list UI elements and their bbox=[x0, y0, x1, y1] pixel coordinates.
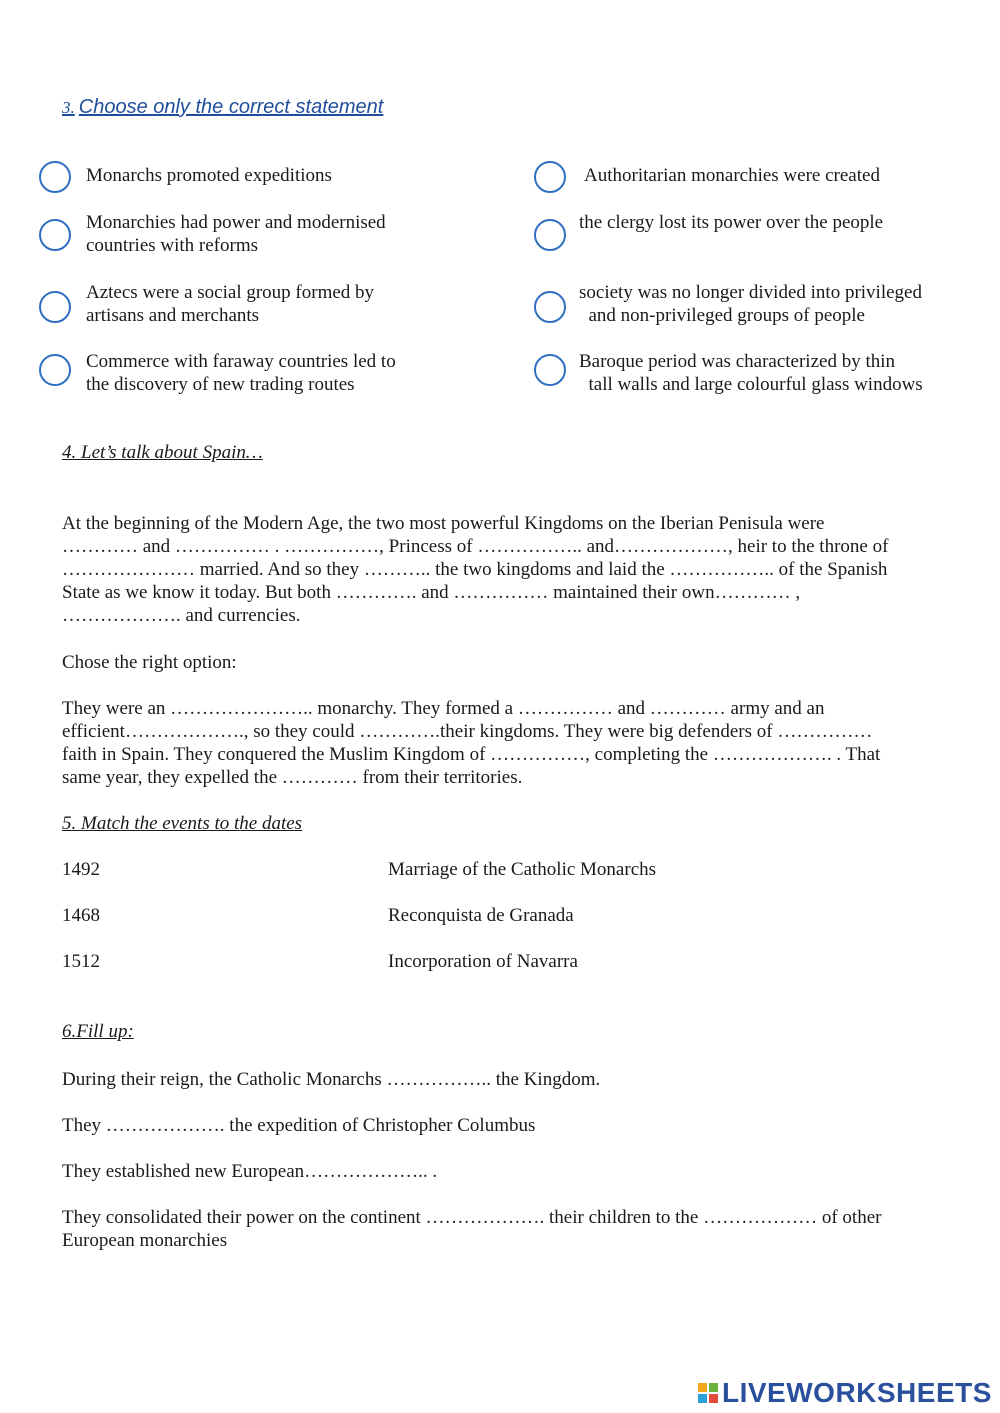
match-date-1[interactable]: 1492 bbox=[62, 859, 100, 880]
option-right-2-label: the clergy lost its power over the people bbox=[579, 212, 884, 233]
radio-option-left-1[interactable] bbox=[39, 161, 71, 193]
match-event-1[interactable]: Marriage of the Catholic Monarchs bbox=[388, 859, 657, 880]
option-left-2-label: Monarchies had power and modernised countries with reforms bbox=[86, 212, 386, 256]
liveworksheets-logo-icon bbox=[698, 1383, 718, 1403]
q4-title: 4. Let’s talk about Spain… bbox=[62, 442, 263, 463]
option-left-4-label: Commerce with faraway countries led to the discovery of new trading routes bbox=[86, 351, 396, 395]
option-right-3-label: society was no longer divided into privileged and non-privileged groups of people bbox=[579, 282, 922, 326]
liveworksheets-logo-text: LIVEWORKSHEETS bbox=[722, 1377, 992, 1408]
option-left-3-label: Aztecs were a social group formed by artisans and merchants bbox=[86, 282, 375, 326]
radio-option-left-4[interactable] bbox=[39, 354, 71, 386]
option-left-1-label: Monarchs promoted expeditions bbox=[86, 165, 332, 186]
option-right-4-label: Baroque period was characterized by thin tall walls and large colourful glass windows bbox=[579, 351, 923, 395]
q4-paragraph-1: At the beginning of the Modern Age, the two most powerful Kingdoms on the Iberian Penisula were ………… and …………… . ……………, Princess of …………….. and………………, heir to the throne of ………………… married. And so they ……….. the two kingdoms and laid the …………….. of the Spanish State as we know it today. But both …………. and …………… maintained their own………… , ………………. and currencies. bbox=[62, 513, 889, 626]
q6-line-1: During their reign, the Catholic Monarchs …………….. the Kingdom. bbox=[62, 1069, 601, 1090]
match-event-2[interactable]: Reconquista de Granada bbox=[388, 905, 574, 926]
q3-title-text: Choose only the correct statement bbox=[78, 96, 384, 118]
q3-title bbox=[62, 96, 383, 119]
radio-option-right-1[interactable] bbox=[534, 161, 566, 193]
radio-option-left-3[interactable] bbox=[39, 291, 71, 323]
q3-number: 3. bbox=[62, 98, 75, 117]
match-date-2[interactable]: 1468 bbox=[62, 905, 100, 926]
liveworksheets-logo bbox=[698, 1378, 992, 1408]
q6-title: 6.Fill up: bbox=[62, 1021, 134, 1042]
radio-option-right-4[interactable] bbox=[534, 354, 566, 386]
q6-line-2: They ………………. the expedition of Christopher Columbus bbox=[62, 1115, 536, 1136]
q4-paragraph-2: They were an ………………….. monarchy. They formed a …………… and ………… army and an efficient………………., so they could ………….their kingdoms. They were big defenders of …………… faith in Spain. They conquered the Muslim Kingdom of ……………, completing the ………………. . That same year, they expelled the ………… from their territories. bbox=[62, 698, 881, 788]
q6-line-4: They consolidated their power on the continent ………………. their children to the ……………… of other European monarchies bbox=[62, 1207, 882, 1251]
radio-option-left-2[interactable] bbox=[39, 219, 71, 251]
match-date-3[interactable]: 1512 bbox=[62, 951, 100, 972]
radio-option-right-2[interactable] bbox=[534, 219, 566, 251]
q4-choose-label: Chose the right option: bbox=[62, 652, 237, 673]
q6-line-3: They established new European……………….. . bbox=[62, 1161, 438, 1182]
q5-title: 5. Match the events to the dates bbox=[62, 813, 303, 834]
option-right-1-label: Authoritarian monarchies were created bbox=[584, 165, 880, 186]
match-event-3[interactable]: Incorporation of Navarra bbox=[388, 951, 578, 972]
radio-option-right-3[interactable] bbox=[534, 291, 566, 323]
